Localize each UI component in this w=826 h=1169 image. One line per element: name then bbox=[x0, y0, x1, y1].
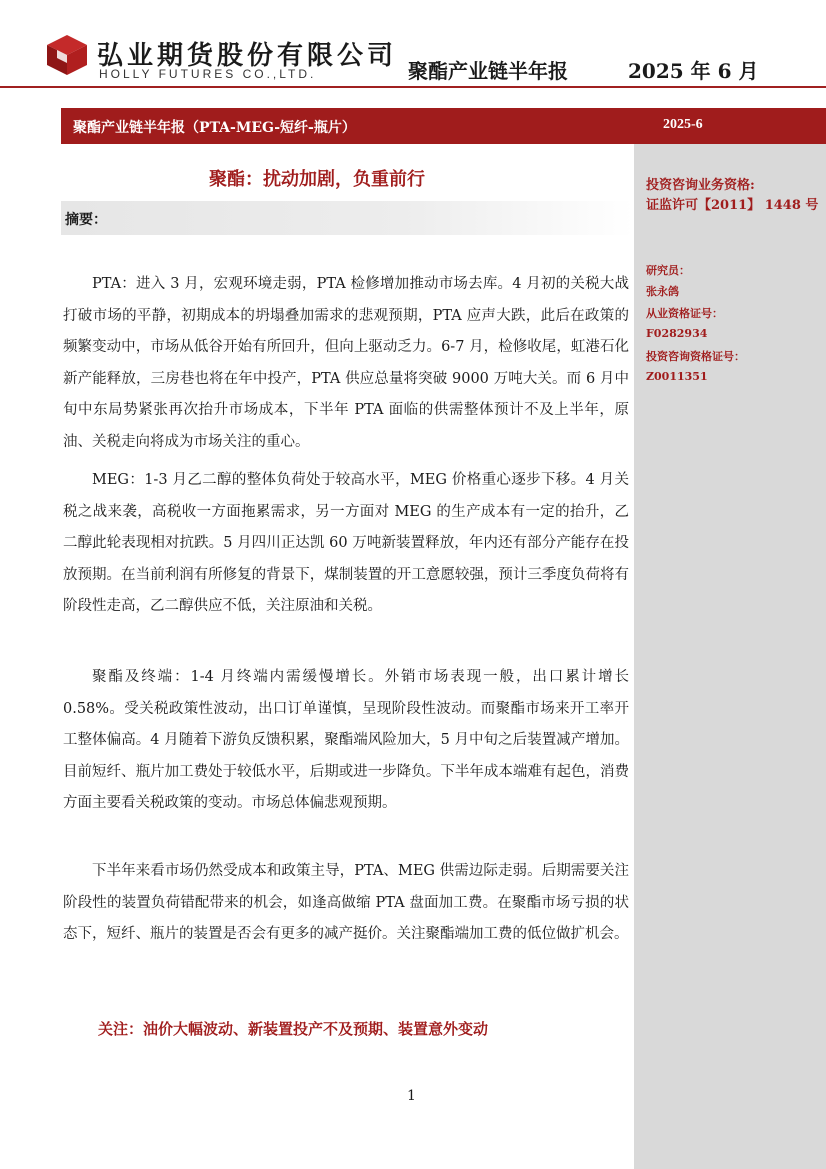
company-logo bbox=[45, 33, 398, 83]
paragraph-outlook bbox=[63, 856, 629, 951]
practice-cert-label: 从业资格证号： bbox=[646, 307, 723, 320]
logo-cube-icon bbox=[45, 33, 89, 77]
focus-risks: 关注：油价大幅波动、新装置投产不及预期、装置意外变动 bbox=[98, 1020, 489, 1038]
practice-cert-number: F0282934 bbox=[646, 327, 708, 340]
license-number: 证监许可【2011】 1448 号 bbox=[646, 198, 819, 213]
qualification-label: 投资咨询业务资格: bbox=[646, 178, 755, 193]
header-report-title: 聚酯产业链半年报 bbox=[408, 59, 568, 83]
consult-cert-number: Z0011351 bbox=[646, 370, 708, 383]
paragraph-meg bbox=[63, 465, 629, 623]
paragraph-text: 下半年来看市场仍然受成本和政策主导，PTA、MEG 供需边际走弱。后期需要关注阶段性的装置负荷错配带来的机会，如逢高做缩 PTA 盘面加工费。在聚酯市场亏损的状态下，短纤、瓶片的装置是否会有更多的减产挺价。关注聚酯端加工费的低位做扩机会。 bbox=[63, 863, 629, 942]
summary-label: 摘要： bbox=[65, 212, 107, 228]
company-name-en: HOLLY FUTURES CO.,LTD. bbox=[99, 67, 317, 81]
page-number: 1 bbox=[407, 1088, 416, 1104]
title-banner bbox=[61, 108, 826, 144]
researcher-label: 研究员： bbox=[646, 264, 690, 277]
paragraph-polyester bbox=[63, 662, 629, 820]
researcher-name: 张永鸽 bbox=[646, 285, 679, 298]
paragraph-text: MEG：1-3 月乙二醇的整体负荷处于较高水平，MEG 价格重心逐步下移。4 月关税之战来袭，高税收一方面拖累需求，另一方面对 MEG 的生产成本有一定的抬升，乙二醇此轮表现相对抗跌。5 月四川正达凯 60 万吨新装置释放，年内还有部分产能存在投放预期。在当前利润有所修复的背景下，煤制装置的开工意愿较强，预计三季度负荷将有阶段性走高，乙二醇供应不低，关注原油和关税。 bbox=[63, 472, 629, 614]
banner-date: 2025-6 bbox=[663, 117, 703, 132]
banner-title: 聚酯产业链半年报（PTA-MEG-短纤-瓶片） bbox=[73, 120, 356, 136]
header-divider bbox=[0, 86, 826, 88]
header-report-date: 2025 年 6 月 bbox=[628, 59, 759, 83]
summary-bar bbox=[61, 201, 634, 235]
info-sidebar bbox=[634, 144, 826, 1169]
paragraph-pta bbox=[63, 269, 629, 458]
paragraph-text: PTA：进入 3 月，宏观环境走弱，PTA 检修增加推动市场去库。4 月初的关税大战打破市场的平静，初期成本的坍塌叠加需求的悲观预期，PTA 应声大跌，此后在政策的频繁变动中，市场从低谷开始有所回升，但向上驱动乏力。6-7 月，检修收尾，虹港石化新产能释放，三房巷也将在年中投产，PTA 供应总量将突破 9000 万吨大关。而 6 月中旬中东局势紧张再次抬升市场成本，下半年 PTA 面临的供需整体预计不及上半年，原油、关税走向将成为市场关注的重心。 bbox=[63, 276, 629, 450]
company-name-cn: 弘业期货股份有限公司 bbox=[97, 41, 398, 71]
document-title: 聚酯：扰动加剧，负重前行 bbox=[209, 169, 425, 190]
consult-cert-label: 投资咨询资格证号： bbox=[646, 350, 745, 363]
paragraph-text: 聚酯及终端：1-4 月终端内需缓慢增长。外销市场表现一般，出口累计增长 0.58%。受关税政策性波动，出口订单谨慎，呈现阶段性波动。而聚酯市场来开工率开工整体偏高。4 月随着下游负反馈积累，聚酯端风险加大，5 月中旬之后装置减产增加。目前短纤、瓶片加工费处于较低水平，后期或进一步降负。下半年成本端难有起色，消费方面主要看关税政策的变动。市场总体偏悲观预期。 bbox=[63, 669, 629, 811]
